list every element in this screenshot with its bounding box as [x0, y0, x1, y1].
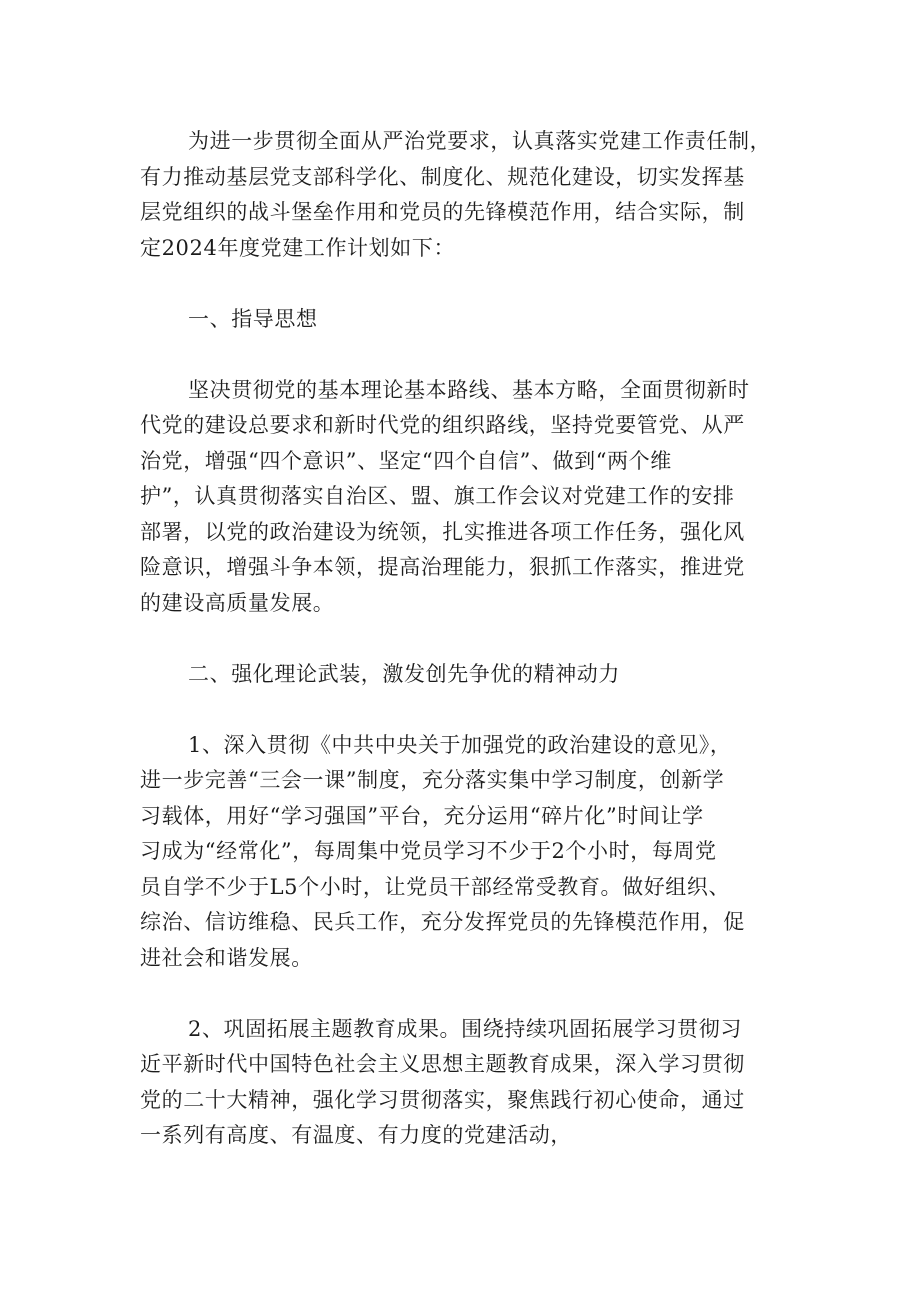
section-1-paragraph: 坚决贯彻党的基本理论基本路线、基本方略，全面贯彻新时 代党的建设总要求和新时代党的组织路线，坚持党要管党、从严 治党，增强“四个意识”、坚定“四个自信”、做到“两个维 护”，认真贯彻落实自治区、盟、旗工作会议对党建工作的安排 部署，以党的政治建设为统领，扎实推进各项工作任务，强化风 险意识，增强斗争本领，提高治理能力，狠抓工作落实，推进党 的建设高质量发展。	[140, 377, 750, 615]
section-2-heading: 二、强化理论武装，激发创先争优的精神动力	[188, 661, 620, 686]
item-2-paragraph: 2、巩固拓展主题教育成果。围绕持续巩固拓展学习贯彻习 近平新时代中国特色社会主义思想主题教育成果，深入学习贯彻 党的二十大精神，强化学习贯彻落实，聚焦践行初心使命，通过 一系列有高度、有温度、有力度的党建活动，	[140, 1016, 745, 1147]
item-1-paragraph: 1、深入贯彻《中共中央关于加强党的政治建设的意见》， 进一步完善“三会一课”制度，充分落实集中学习制度，创新学 习载体，用好“学习强国”平台，充分运用“碎片化”时间让学 习成为“经常化”，每周集中党员学习不少于2个小时，每周党 员自学不少于L5个小时，让党员干部经常受教育。做好组织、 综治、信访维稳、民兵工作，充分发挥党员的先锋模范作用，促 进社会和谐发展。	[140, 732, 745, 970]
intro-paragraph: 为进一步贯彻全面从严治党要求，认真落实党建工作责任制， 有力推动基层党支部科学化、制度化、规范化建设，切实发挥基 层党组织的战斗堡垒作用和党员的先锋模范作用，结合实际，制 定2024年度党建工作计划如下：	[140, 129, 772, 260]
document-body	[140, 124, 780, 1154]
section-1-heading: 一、指导思想	[188, 306, 318, 331]
